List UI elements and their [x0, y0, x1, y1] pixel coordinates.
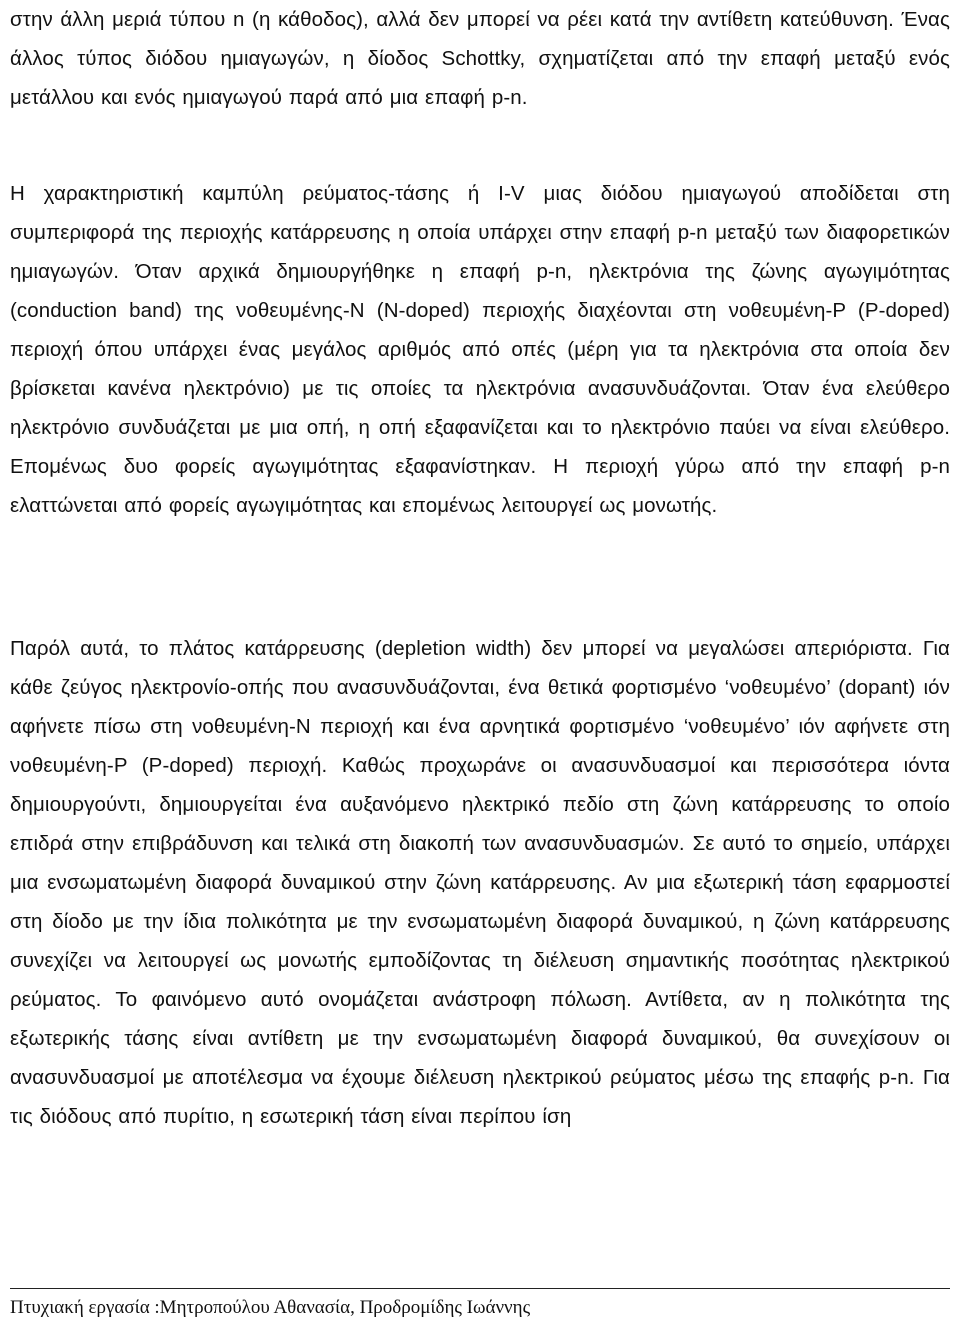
page-footer: Πτυχιακή εργασία :Μητροπούλου Αθανασία, Προδρομίδης Ιωάννης: [10, 1297, 531, 1318]
footer-divider: [10, 1288, 950, 1289]
paragraph-schottky: στην άλλη μεριά τύπου n (η κάθοδος), αλλά δεν μπορεί να ρέει κατά την αντίθετη κατεύθυνση. Ένας άλλος τύπος διόδου ημιαγωγών, η δίοδος Schottky, σχηματίζεται από την επαφή μεταξύ ενός μετάλλου και ενός ημιαγωγού παρά από μια επαφή p-n.: [10, 8, 950, 109]
paragraph-iv-curve: Η χαρακτηριστική καμπύλη ρεύματος-τάσης ή I-V μιας διόδου ημιαγωγού αποδίδεται στη συμπεριφορά της περιοχής κατάρρευσης η οποία υπάρχει στην επαφή p-n μεταξύ των διαφορετικών ημιαγωγών. Όταν αρχικά δημιουργήθηκε η επαφή p-n, ηλεκτρόνια της ζώνης αγωγιμότητας (conduction band) της νοθευμένης-N (N-doped) περιοχής διαχέονται στη νοθευμένη-P (P-doped) περιοχή όπου υπάρχει ένας μεγάλος αριθμός από οπές (μέρη για τα ηλεκτρόνια στα οποία δεν βρίσκεται κανένα ηλεκτρόνιο) με τις οποίες τα ηλεκτρόνια ανασυνδυάζονται. Όταν ένα ελεύθερο ηλεκτρόνιο συνδυάζεται με μια οπή, η οπή εξαφανίζεται και το ηλεκτρόνιο παύει να είναι ελεύθερο. Επομένως δυο φορείς αγωγιμότητας εξαφανίστηκαν. Η περιοχή γύρω από την επαφή p-n ελαττώνεται από φορείς αγωγιμότητας και επομένως λειτουργεί ως μονωτής.: [10, 182, 950, 517]
paragraph-depletion-width: Παρόλ αυτά, το πλάτος κατάρρευσης (depletion width) δεν μπορεί να μεγαλώσει απεριόριστα. Για κάθε ζεύγος ηλεκτρονίο-οπής που ανασυνδυάζονται, ένα θετικά φορτισμένο ‘νοθευμένο’ (dopant) ιόν αφήνετε πίσω στη νοθευμένη-N περιοχή και ένα αρνητικά φορτισμένο ‘νοθευμένο’ ιόν αφήνετε στη νοθευμένη-P (P-doped) περιοχή. Καθώς προχωράνε οι ανασυνδυασμοί και περισσότερα ιόντα δημιουργούντι, δημιουργείται ένα αυξανόμενο ηλεκτρικό πεδίο στη ζώνη κατάρρευσης το οποίο επιδρά στην επιβράδυνση και τελικά στη διακοπή των ανασυνδυασμών. Σε αυτό το σημείο, υπάρχει μια ενσωματωμένη διαφορά δυναμικού στην ζώνη κατάρρευσης. Αν μια εξωτερική τάση εφαρμοστεί στη δίοδο με την ίδια πολικότητα με την ενσωματωμένη διαφορά δυναμικού, η ζώνη κατάρρευσης συνεχίζει να λειτουργεί ως μονωτής εμποδίζοντας τη διέλευση σημαντικής ποσότητας ηλεκτρικού ρεύματος. Το φαινόμενο αυτό ονομάζεται ανάστροφη πόλωση. Αντίθετα, αν η πολικότητα της εξωτερικής τάσης είναι αντίθετη με την ενσωματωμένη διαφορά δυναμικού, θα συνεχίσουν οι ανασυνδυασμοί με αποτέλεσμα να έχουμε διέλευση ηλεκτρικού ρεύματος μέσω της επαφής p-n. Για τις διόδους από πυρίτιο, η εσωτερική τάση είναι περίπου ίση: [10, 637, 950, 1128]
